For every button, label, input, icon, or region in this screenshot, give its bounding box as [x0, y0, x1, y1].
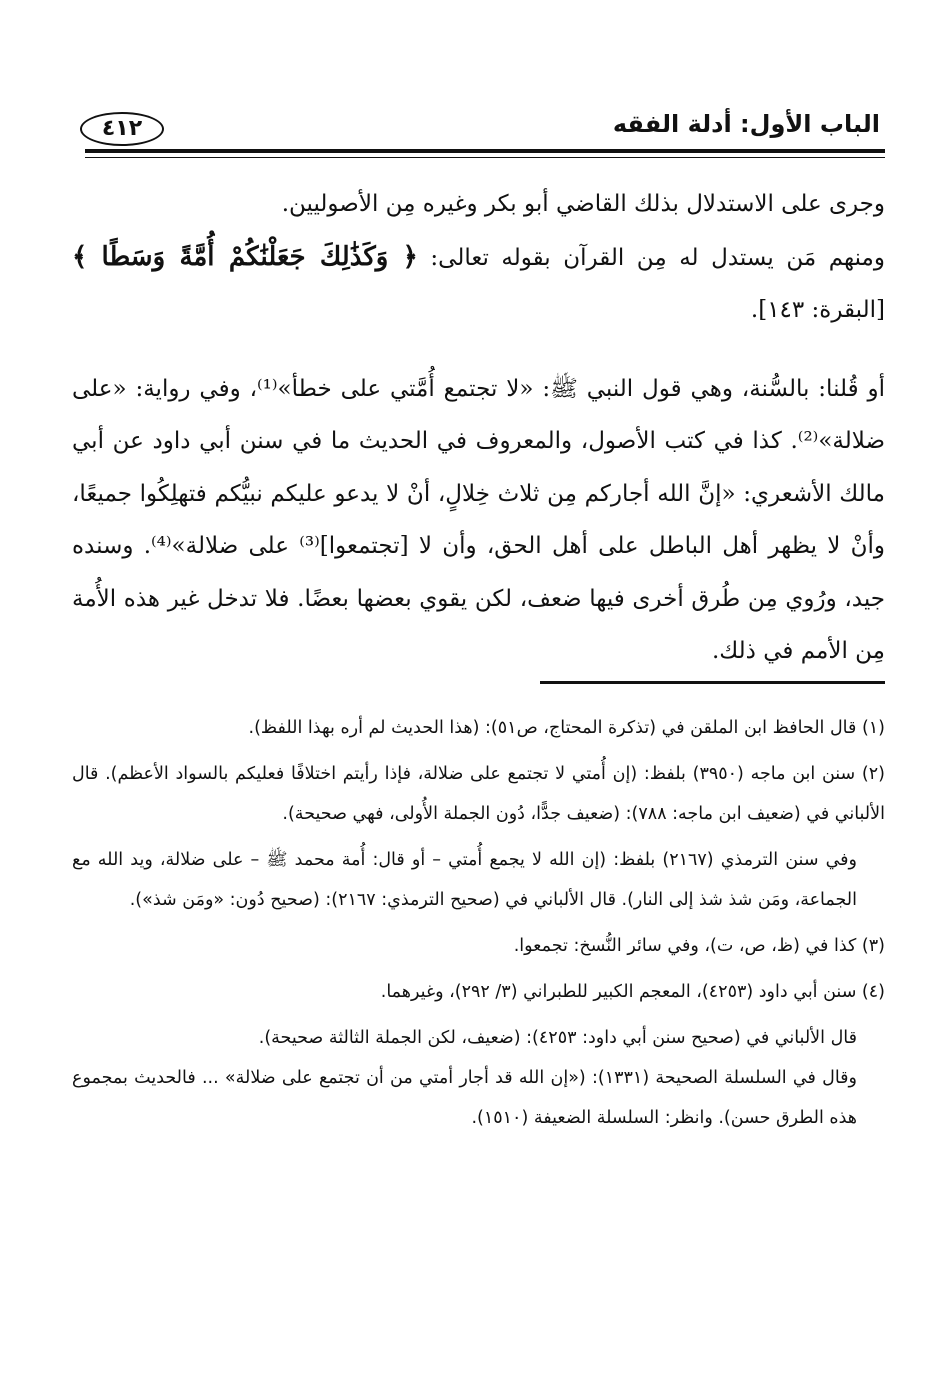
quran-verse: ﴿ وَكَذَٰلِكَ جَعَلْنَٰكُمْ أُمَّةً وَسَطًا ﴾: [72, 241, 418, 272]
paragraph-1: وجرى على الاستدلال بذلك القاضي أبو بكر وغيره مِن الأصوليين.: [281, 191, 885, 217]
footnote-2: (٢) سنن ابن ماجه (٣٩٥٠) بلفظ: (إن أُمتي لا تجتمع على ضلالة، فإذا رأيتم اختلافًا فعليكم بالسواد الأعظم). قال الألباني في (ضعيف ابن ماجه: ٧٨٨): (ضعيف جدًّا، دُون الجملة الأُولى، فهي صحيحة).: [72, 764, 885, 824]
page-header: [70, 100, 885, 150]
footnotes: [72, 708, 885, 1138]
footnote-4-albani: قال الألباني في (صحيح سنن أبي داود: ٤٢٥٣): (ضعيف، لكن الجملة الثالثة صحيحة).: [258, 1028, 857, 1048]
verse-reference: [البقرة: ١٤٣].: [750, 297, 885, 323]
footnote-2-continued: وفي سنن الترمذي (٢١٦٧) بلفظ: (إن الله لا يجمع أُمتي – أو قال: أُمة محمد ﷺ – على ضلالة، ويد الله مع الجماعة، ومَن شذ شذ إلى النار). قال الألباني في (صحيح الترمذي: ٢١٦٧): (صحيح دُون: «ومَن شذ»).: [72, 850, 857, 910]
header-rule-thin: [85, 157, 885, 158]
header-rule-thick: [85, 149, 885, 153]
footnote-4: (٤) سنن أبي داود (٤٢٥٣)، المعجم الكبير للطبراني (٣/ ٢٩٢)، وغيرهما.: [380, 982, 885, 1002]
paragraph-3: أو قُلنا: بالسُّنة، وهي قول النبي ﷺ: «لا تجتمع أُمَّتي على خطأ»⁽¹⁾، وفي رواية: «على ضلالة»⁽²⁾. كذا في كتب الأصول، والمعروف في الحديث ما في سنن أبي داود عن أبي مالك الأشعري: «إنَّ الله أجاركم مِن ثلاث خِلالٍ، أنْ لا يدعو عليكم نبيُّكم فتهلِكُوا جميعًا، وأنْ لا يظهر أهل الباطل على أهل الحق، وأن لا [تجتمعوا]⁽³⁾ على ضلالة»⁽⁴⁾. وسنده جيد، ورُوي مِن طُرق أخرى فيها ضعف، لكن يقوي بعضها بعضًا. فلا تدخل غير هذه الأُمة مِن الأمم في ذلك.: [72, 375, 886, 664]
footnote-3: (٣) كذا في (ظ، ص، ت)، وفي سائر النُّسخ: تجمعوا.: [513, 936, 885, 956]
main-text: [72, 178, 885, 678]
paragraph-2: [72, 231, 885, 337]
running-title: الباب الأول: أدلة الفقه: [612, 110, 880, 138]
footnote-separator: [540, 681, 885, 684]
footnote-4-silsila: وقال في السلسلة الصحيحة (١٣٣١): («إن الله قد أجار أمتي من أن تجتمع على ضلالة» ... فالحديث بمجموع هذه الطرق حسن). وانظر: السلسلة الضعيفة (١٥١٠).: [72, 1068, 857, 1128]
footnote-1: (١) قال الحافظ ابن الملقن في (تذكرة المحتاج، ص٥١): (هذا الحديث لم أره بهذا اللفظ).: [248, 718, 885, 738]
paragraph-2-intro: ومنهم مَن يستدل له مِن القرآن بقوله تعالى:: [417, 244, 885, 271]
page-number: ٤١٢: [80, 112, 164, 146]
